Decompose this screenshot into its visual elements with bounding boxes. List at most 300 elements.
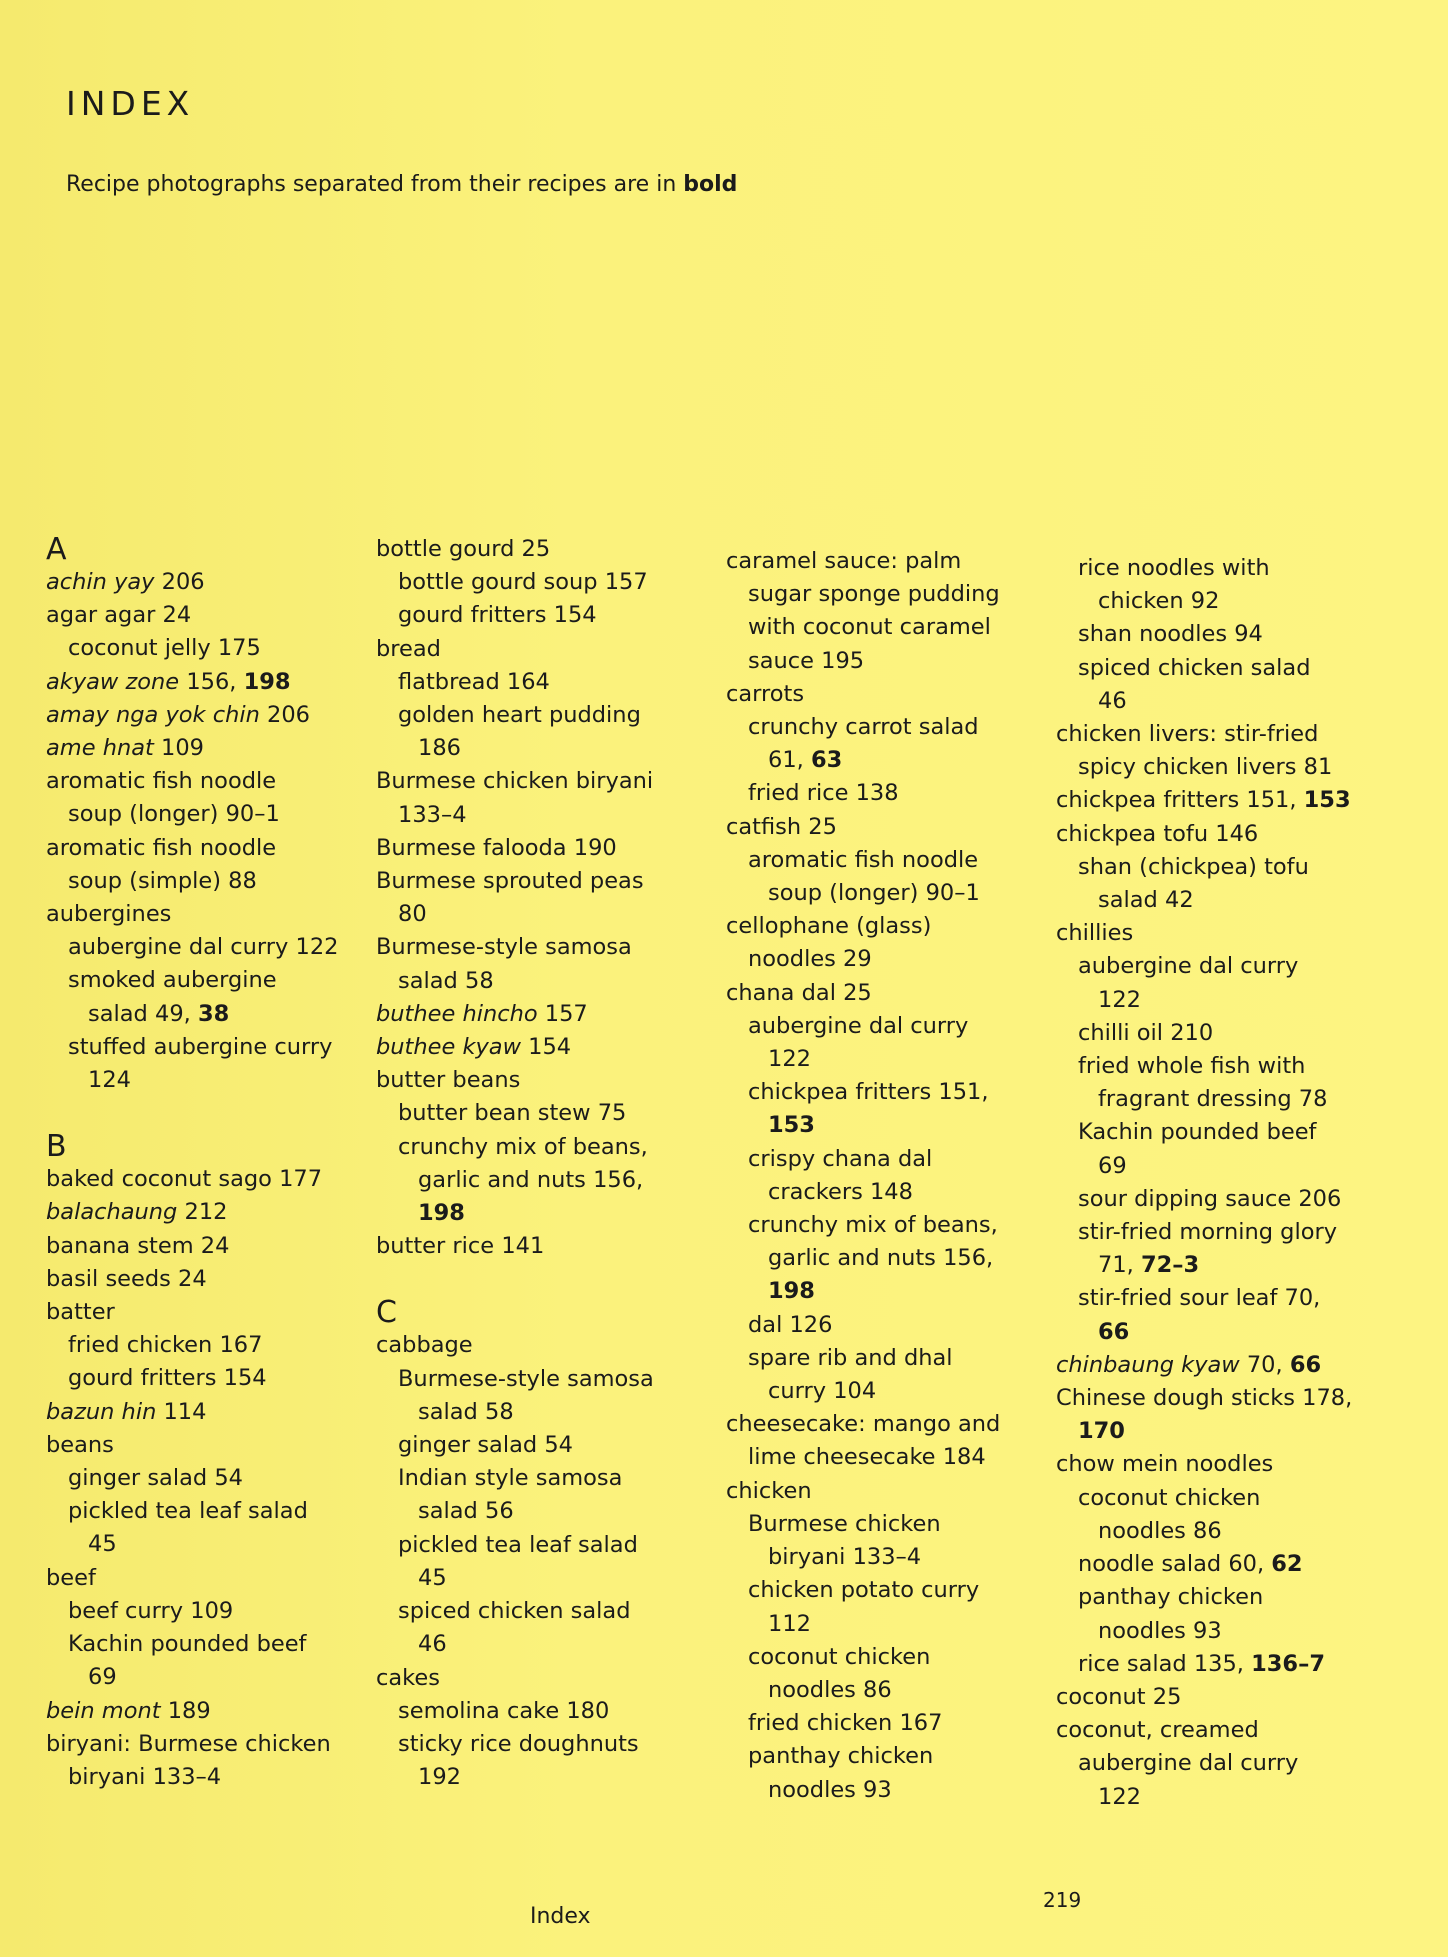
index-entry (368, 765, 698, 798)
index-entry (38, 1196, 368, 1229)
index-entry (38, 1396, 368, 1429)
entry-term: crunchy carrot salad (748, 714, 979, 741)
index-entry (38, 765, 368, 798)
index-entry (38, 1661, 368, 1694)
index-entry (38, 931, 368, 964)
entry-term: biryani (68, 1763, 146, 1790)
index-entry (38, 1296, 368, 1329)
entry-page-ref: 94 (1234, 621, 1263, 648)
index-entry (38, 964, 368, 997)
index-entry (38, 599, 368, 632)
entry-term: Kachin pounded beef (1078, 1119, 1317, 1146)
index-entry (38, 898, 368, 931)
index-entry (38, 666, 368, 699)
entry-term: garlic and nuts (768, 1245, 936, 1272)
entry-page-ref: 156, (186, 668, 237, 695)
index-entry (1048, 1581, 1378, 1614)
entry-term: coconut, creamed (1056, 1717, 1259, 1744)
entry-term: flatbread (398, 668, 500, 695)
index-entry (368, 1131, 698, 1164)
entry-photo-page-ref: 170 (1078, 1418, 1125, 1445)
entry-term: crispy chana dal (748, 1145, 933, 1172)
index-entry (1048, 884, 1378, 917)
index-entry (368, 1197, 698, 1230)
index-entry (368, 1462, 698, 1495)
index-entry (718, 910, 1048, 943)
entry-term: basil seeds (46, 1265, 171, 1292)
index-entry (1048, 1282, 1378, 1315)
entry-term: aubergine dal curry (68, 934, 289, 961)
index-entry (38, 1031, 368, 1064)
entry-page-ref: 29 (843, 946, 872, 973)
entry-page-ref: 54 (544, 1432, 573, 1459)
entry-term: panthay chicken (748, 1743, 934, 1770)
entry-term: Kachin pounded beef (68, 1631, 307, 1658)
entry-page-ref: 157 (604, 569, 648, 596)
entry-page-ref: 58 (485, 1398, 514, 1425)
index-entry (718, 1408, 1048, 1441)
index-entry (38, 1362, 368, 1395)
entry-page-ref: 24 (200, 1232, 230, 1259)
index-column-4 (1048, 552, 1378, 1814)
entry-page-ref: 133–4 (152, 1763, 222, 1790)
entry-term: stir-fried morning glory (1078, 1219, 1338, 1246)
index-entry (1048, 851, 1378, 884)
entry-term: spiced chicken salad (1078, 654, 1311, 681)
entry-term: fried chicken (68, 1332, 213, 1359)
entry-term: noodles (768, 1676, 856, 1703)
entry-page-ref: 190 (573, 834, 617, 861)
index-entry (38, 1064, 368, 1097)
entry-page-ref: 25 (521, 536, 551, 562)
index-entry (38, 1163, 368, 1196)
index-entry (38, 1429, 368, 1462)
index-entry (368, 1495, 698, 1528)
index-entry (1048, 984, 1378, 1017)
entry-term: achin yay (46, 569, 155, 595)
index-entry (1048, 718, 1378, 751)
entry-term: aubergine dal curry (1078, 953, 1299, 980)
page-title: INDEX (66, 84, 195, 123)
entry-term: buthee hincho (376, 1000, 538, 1027)
entry-term: chicken (1098, 588, 1184, 615)
index-entry (718, 1641, 1048, 1674)
entry-term: chillies (1056, 920, 1134, 947)
index-entry (1048, 1216, 1378, 1249)
entry-term: Burmese-style samosa (376, 934, 632, 961)
entry-term: spare rib and dhal (748, 1344, 953, 1371)
entry-page-ref: 25 (843, 979, 872, 1006)
entry-photo-page-ref: 153 (768, 1112, 815, 1139)
entry-page-ref: 167 (219, 1332, 263, 1359)
index-entry (38, 1695, 368, 1728)
index-entry (368, 633, 698, 666)
index-section-letter: B (46, 1129, 67, 1165)
entry-page-ref: 154 (553, 602, 597, 629)
entry-page-ref: 45 (88, 1531, 117, 1558)
index-entry (1048, 1017, 1378, 1050)
index-entry (368, 965, 698, 998)
entry-term: cheesecake: mango and (726, 1411, 1001, 1438)
entry-term: chinbaung kyaw (1056, 1351, 1240, 1378)
index-entry (368, 832, 698, 865)
entry-term: sugar sponge pudding (748, 581, 1000, 608)
entry-photo-page-ref: 38 (197, 1000, 230, 1027)
entry-term: spiced chicken salad (398, 1598, 631, 1625)
entry-page-ref: 60, (1228, 1551, 1265, 1578)
index-entry (38, 1628, 368, 1661)
index-entry (1048, 1781, 1378, 1814)
entry-term: Burmese-style samosa (398, 1365, 654, 1392)
index-entry (1048, 1615, 1378, 1648)
index-entry (718, 844, 1048, 877)
entry-term: bottle gourd soup (398, 569, 598, 596)
entry-page-ref: 184 (942, 1444, 986, 1471)
entry-term: gourd fritters (398, 602, 547, 629)
entry-term: agar agar (46, 602, 156, 629)
entry-page-ref: 126 (789, 1311, 833, 1338)
index-column-1 (38, 533, 368, 1794)
entry-term: baked coconut sago (46, 1166, 272, 1193)
index-entry (1048, 585, 1378, 618)
entry-term: smoked aubergine (68, 967, 277, 994)
entry-term: sour dipping sauce (1078, 1185, 1292, 1212)
index-entry (368, 666, 698, 699)
index-entry (718, 1608, 1048, 1641)
entry-term: batter (46, 1299, 115, 1326)
entry-page-ref: 109 (161, 735, 204, 762)
entry-page-ref: 175 (217, 635, 261, 662)
entry-term: aromatic fish noodle (46, 834, 277, 861)
entry-term: semolina cake (398, 1697, 560, 1724)
entry-page-ref: 69 (88, 1664, 117, 1691)
entry-term: rice salad (1078, 1650, 1187, 1677)
entry-term: salad (418, 1398, 478, 1425)
entry-term: stir-fried sour leaf (1078, 1285, 1278, 1312)
index-column-2 (368, 533, 698, 1794)
entry-term: Indian style samosa (398, 1465, 623, 1492)
entry-term: cabbage (376, 1332, 473, 1359)
index-entry (718, 1242, 1048, 1275)
subtitle-text: Recipe photographs separated from their recipes are in (66, 172, 677, 197)
entry-page-ref: 109 (190, 1597, 234, 1624)
entry-page-ref: 206 (1298, 1185, 1342, 1212)
entry-term: chickpea fritters (748, 1079, 932, 1106)
entry-term: curry (768, 1378, 827, 1405)
index-entry (718, 1574, 1048, 1607)
entry-page-ref: 90–1 (925, 880, 980, 907)
entry-term: cellophane (glass) (726, 913, 932, 940)
index-entry (368, 1695, 698, 1728)
index-entry (1048, 751, 1378, 784)
entry-term: Chinese dough sticks (1056, 1385, 1295, 1412)
entry-page-ref: 133–4 (398, 801, 467, 828)
entry-term: Burmese falooda (376, 834, 567, 861)
section-spacer (38, 1097, 368, 1130)
entry-page-ref: 46 (1098, 687, 1127, 714)
index-entry (718, 877, 1048, 910)
index-entry (718, 1176, 1048, 1209)
entry-term: noodle salad (1078, 1551, 1222, 1578)
entry-term: panthay chicken (1078, 1584, 1264, 1611)
index-entry (718, 1010, 1048, 1043)
entry-term: bein mont (46, 1697, 161, 1724)
index-entry (368, 1363, 698, 1396)
entry-term: banana stem (46, 1232, 194, 1259)
entry-term: aromatic fish noodle (46, 768, 277, 795)
index-entry (1048, 1747, 1378, 1780)
entry-page-ref: 151, (1246, 787, 1297, 814)
entry-term: chicken livers: stir-fried (1056, 721, 1319, 748)
index-entry (718, 777, 1048, 810)
entry-page-ref: 88 (228, 867, 257, 894)
entry-page-ref: 86 (1193, 1517, 1222, 1544)
index-entry (38, 1329, 368, 1362)
entry-term: Burmese sprouted peas (376, 868, 644, 895)
index-entry (718, 578, 1048, 611)
entry-term: ginger salad (68, 1465, 208, 1492)
index-entry (718, 1674, 1048, 1707)
entry-page-ref: 154 (223, 1365, 267, 1392)
entry-term: salad (398, 967, 458, 994)
index-entry (718, 678, 1048, 711)
entry-term: bazun hin (46, 1398, 157, 1425)
index-entry (1048, 1482, 1378, 1515)
entry-term: crunchy mix of beans, (748, 1212, 998, 1239)
index-entry (1048, 1183, 1378, 1216)
entry-page-ref: 81 (1303, 754, 1333, 781)
index-entry (38, 1562, 368, 1595)
index-entry (38, 1230, 368, 1263)
index-entry (368, 1662, 698, 1695)
entry-page-ref: 122 (768, 1046, 811, 1073)
index-entry (1048, 1681, 1378, 1714)
entry-page-ref: 206 (161, 569, 205, 595)
index-entry (718, 1143, 1048, 1176)
index-entry (1048, 1515, 1378, 1548)
entry-term: akyaw zone (46, 668, 180, 695)
entry-term: sauce (748, 647, 814, 674)
index-entry (368, 1761, 698, 1794)
entry-term: chow mein noodles (1056, 1451, 1274, 1478)
index-entry (38, 632, 368, 665)
index-entry (368, 865, 698, 898)
entry-term: lime cheesecake (748, 1444, 936, 1471)
entry-page-ref: 24 (178, 1265, 207, 1292)
entry-page-ref: 86 (863, 1676, 892, 1703)
entry-page-ref: 151, (938, 1079, 989, 1106)
index-section-letter: A (46, 532, 67, 567)
entry-page-ref: 156, (943, 1245, 994, 1272)
footer-section-label: Index (530, 1904, 591, 1929)
entry-page-ref: 90–1 (225, 801, 280, 828)
entry-term: biryani (768, 1544, 846, 1571)
entry-term: biryani: Burmese chicken (46, 1730, 331, 1757)
index-entry (1048, 1150, 1378, 1183)
entry-term: catfish (726, 813, 802, 840)
index-entry (38, 1595, 368, 1628)
entry-page-ref: 177 (279, 1166, 323, 1193)
entry-term: coconut jelly (68, 635, 211, 662)
entry-page-ref: 135, (1193, 1650, 1244, 1677)
entry-term: ginger salad (398, 1432, 538, 1459)
index-entry (718, 811, 1048, 844)
entry-page-ref: 70, (1284, 1285, 1321, 1312)
index-entry (1048, 552, 1378, 585)
index-entry (368, 533, 698, 566)
entry-term: aubergine dal curry (748, 1012, 969, 1039)
entry-page-ref: 195 (821, 647, 865, 674)
entry-term: aromatic fish noodle (748, 846, 979, 873)
entry-term: fried chicken (748, 1710, 893, 1737)
entry-term: gourd fritters (68, 1365, 217, 1392)
index-entry (718, 1740, 1048, 1773)
index-entry (718, 1508, 1048, 1541)
entry-page-ref: 104 (833, 1378, 877, 1405)
entry-page-ref: 24 (162, 602, 192, 629)
entry-term: pickled tea leaf salad (68, 1498, 308, 1525)
entry-term: buthee kyaw (376, 1034, 521, 1061)
index-entry (368, 1329, 698, 1362)
index-entry (1048, 818, 1378, 851)
index-entry (1048, 1448, 1378, 1481)
index-entry (368, 1396, 698, 1429)
index-entry (1048, 1316, 1378, 1349)
entry-term: fried rice (748, 780, 849, 807)
index-entry (38, 732, 368, 765)
index-entry (38, 1263, 368, 1296)
entry-term: noodles (768, 1776, 856, 1803)
entry-term: chilli oil (1078, 1019, 1164, 1046)
entry-term: fragrant dressing (1098, 1086, 1292, 1113)
entry-term: aubergine dal curry (1078, 1750, 1299, 1777)
index-entry (38, 865, 368, 898)
index-entry (368, 1628, 698, 1661)
index-entry (1048, 1249, 1378, 1282)
index-entry (1048, 1050, 1378, 1083)
entry-page-ref: 71, (1098, 1252, 1134, 1279)
index-entry (368, 799, 698, 832)
index-entry (718, 1209, 1048, 1242)
entry-term: ame hnat (46, 735, 154, 762)
entry-term: Burmese chicken biryani (376, 768, 654, 795)
index-entry (1048, 1349, 1378, 1382)
entry-term: soup (simple) (68, 867, 222, 894)
entry-page-ref: 156, (593, 1166, 644, 1193)
entry-term: shan noodles (1078, 621, 1228, 648)
entry-page-ref: 75 (597, 1100, 627, 1127)
entry-photo-page-ref: 63 (810, 747, 843, 774)
index-entry (38, 1528, 368, 1561)
entry-page-ref: 178, (1302, 1385, 1353, 1412)
index-entry (718, 1109, 1048, 1142)
index-entry (368, 732, 698, 765)
entry-page-ref: 93 (1193, 1617, 1222, 1644)
index-entry (1048, 1083, 1378, 1116)
index-entry (368, 998, 698, 1031)
index-entry (368, 1728, 698, 1761)
entry-page-ref: 69 (1098, 1152, 1127, 1179)
entry-page-ref: 186 (418, 735, 461, 762)
entry-term: chana dal (726, 979, 836, 1006)
entry-term: garlic and nuts (418, 1166, 586, 1193)
entry-page-ref: 46 (418, 1631, 447, 1658)
index-entry (1048, 1382, 1378, 1415)
entry-page-ref: 42 (1165, 887, 1194, 914)
index-entry (368, 566, 698, 599)
entry-term: bottle gourd (376, 536, 515, 562)
entry-term: crackers (768, 1178, 863, 1205)
index-entry (1048, 1648, 1378, 1681)
index-entry (1048, 784, 1378, 817)
entry-page-ref: 212 (184, 1199, 228, 1226)
entry-term: spicy chicken livers (1078, 754, 1297, 781)
entry-term: noodles (1098, 1517, 1186, 1544)
index-entry (718, 711, 1048, 744)
entry-term: soup (longer) (768, 880, 919, 907)
index-entry (1048, 618, 1378, 651)
index-entry (368, 1230, 698, 1263)
entry-page-ref: 164 (506, 668, 550, 695)
entry-page-ref: 54 (214, 1465, 243, 1492)
entry-page-ref: 58 (465, 967, 494, 994)
index-entry (38, 566, 368, 599)
entry-page-ref: 61, (768, 747, 804, 774)
entry-term: fried whole fish with (1078, 1053, 1306, 1080)
entry-page-ref: 92 (1190, 588, 1220, 615)
index-entry (1048, 1116, 1378, 1149)
entry-page-ref: 210 (1170, 1019, 1214, 1046)
index-entry (38, 832, 368, 865)
entry-page-ref: 192 (418, 1764, 461, 1791)
index-entry (718, 1309, 1048, 1342)
entry-term: noodles (1098, 1617, 1186, 1644)
index-entry (368, 1031, 698, 1064)
index-entry (718, 611, 1048, 644)
index-entry (718, 1342, 1048, 1375)
entry-page-ref: 167 (899, 1710, 943, 1737)
entry-page-ref: 93 (863, 1776, 892, 1803)
entry-term: coconut (1056, 1683, 1146, 1710)
index-entry (1048, 917, 1378, 950)
entry-page-ref: 45 (418, 1564, 447, 1591)
entry-page-ref: 70, (1246, 1351, 1283, 1378)
entry-term: coconut chicken (1078, 1484, 1261, 1511)
index-entry (718, 645, 1048, 678)
index-entry (368, 931, 698, 964)
index-entry (718, 1774, 1048, 1807)
entry-term: with coconut caramel (748, 614, 991, 641)
entry-term: salad (1098, 887, 1158, 914)
entry-term: chicken potato curry (748, 1577, 980, 1604)
index-entry (1048, 950, 1378, 983)
entry-page-ref: 122 (295, 934, 339, 961)
entry-page-ref: 49, (155, 1000, 191, 1027)
index-entry (718, 545, 1048, 578)
entry-term: shan (chickpea) tofu (1078, 853, 1309, 880)
entry-term: chickpea fritters (1056, 787, 1240, 814)
index-entry (368, 699, 698, 732)
index-entry (38, 798, 368, 831)
entry-photo-page-ref: 66 (1289, 1351, 1322, 1378)
entry-page-ref: 154 (528, 1034, 572, 1061)
index-entry (1048, 652, 1378, 685)
index-entry (38, 1761, 368, 1794)
section-spacer (368, 1263, 698, 1296)
index-entry (718, 1475, 1048, 1508)
entry-photo-page-ref: 72–3 (1140, 1252, 1200, 1279)
index-entry (718, 744, 1048, 777)
